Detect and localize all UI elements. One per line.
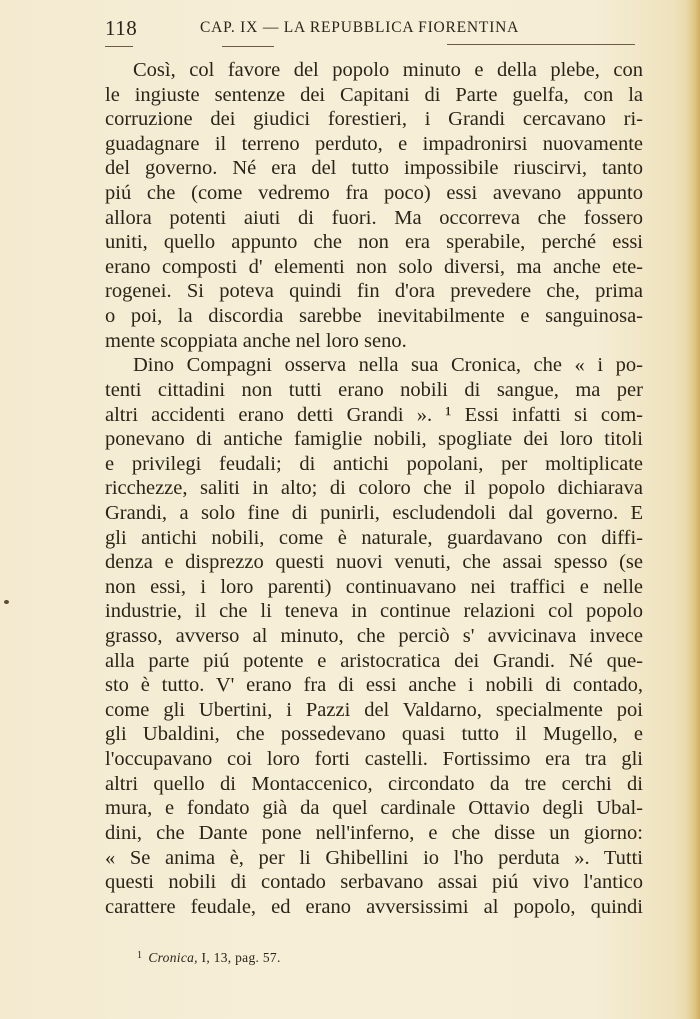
text-line: Dino Compagni osserva nella sua Cronica, che « i po- (133, 354, 643, 377)
text-line: mura, e fondato già da quel cardinale Ottavio degli Ubal- (105, 797, 643, 820)
header-rule-right (447, 44, 635, 45)
text-line: denza e disprezzo questi nuovi venuti, che assai spesso (se (105, 551, 643, 574)
text-line: Grandi, a solo fine di punirli, escludendoli dal governo. E (105, 501, 643, 524)
text-line: allora potenti aiuti di fuori. Ma occorreva che fossero (105, 206, 643, 229)
text-line: tenti cittadini non tutti erano nobili di sangue, ma per (105, 378, 643, 401)
text-line: rogenei. Si poteva quindi fin d'ora prevedere che, prima (105, 280, 643, 303)
text-line: questi nobili di contado serbavano assai piú vivo l'antico (105, 871, 643, 894)
running-head: CAP. IX — LA REPUBBLICA FIORENTINA (200, 19, 520, 36)
text-line: sto è tutto. V' erano fra di essi anche i nobili di contado, (105, 674, 643, 697)
body-text (105, 58, 643, 919)
text-line: guadagnare il terreno perduto, e impadronirsi nuovamente (105, 132, 643, 155)
text-line: ponevano di antiche famiglie nobili, spogliate dei loro titoli (105, 428, 643, 451)
text-line: « Se anima è, per li Ghibellini io l'ho perduta ». Tutti (105, 846, 643, 869)
text-line: Così, col favore del popolo minuto e della plebe, con (133, 59, 643, 81)
footnote-source: Cronica, (148, 950, 198, 965)
text-line: carattere feudale, ed erano avversissimi al popolo, quindi (105, 895, 643, 918)
text-line: piú che (come vedremo fra poco) essi avevano appunto (105, 182, 643, 205)
text-line: dini, che Dante pone nell'inferno, e che disse un giorno: (105, 821, 643, 844)
text-line: ricchezze, saliti in alto; di coloro che il popolo dichiarava (105, 477, 643, 500)
header-rule-center (222, 46, 274, 47)
text-line: mente scoppiata anche nel loro seno. (105, 329, 407, 352)
text-line: e privilegi feudali; di antichi popolani, per moltiplicate (105, 452, 643, 475)
text-line: corruzione dei giudici forestieri, i Grandi cercavano ri- (105, 108, 643, 131)
page-edge-shadow (686, 0, 700, 1019)
footnote-marker: 1 (137, 950, 143, 961)
text-line: industrie, il che li teneva in continue relazioni col popolo (105, 600, 643, 623)
text-line: gli Ubaldini, che possedevano quasi tutto il Mugello, e (105, 723, 643, 746)
ink-speck (4, 600, 9, 604)
text-line: come gli Ubertini, i Pazzi del Valdarno, specialmente poi (105, 698, 643, 721)
text-line: gli antichi nobili, come è naturale, guardavano con diffi- (105, 526, 643, 549)
header-rule-left (105, 46, 133, 47)
text-line: altri quello di Montaccenico, circondato da tre cerchi di (105, 772, 643, 795)
footnote (137, 950, 281, 966)
text-line: del governo. Né era del tutto impossibile riuscirvi, tanto (105, 157, 643, 180)
text-line: uniti, quello appunto che non era sperabile, perché essi (105, 231, 643, 254)
footnote-reference: I, 13, pag. 57. (201, 950, 281, 965)
text-line: le ingiuste sentenze dei Capitani di Parte guelfa, con la (105, 83, 643, 106)
text-line: o poi, la discordia sarebbe inevitabilmente e sanguinosa- (105, 305, 643, 328)
text-line: erano composti d' elementi non solo diversi, ma anche ete- (105, 255, 643, 278)
text-line: alla parte piú potente e aristocratica dei Grandi. Né que- (105, 649, 643, 672)
page-header (105, 16, 643, 42)
text-line: non essi, i loro parenti) continuavano nei traffici e nelle (105, 575, 643, 598)
text-line: l'occupavano coi loro forti castelli. Fortissimo era tra gli (105, 748, 643, 771)
text-line: grasso, avverso al minuto, che perciò s' avvicinava invece (105, 625, 643, 648)
page-number: 118 (105, 16, 138, 40)
text-line: altri accidenti erano detti Grandi ». ¹ Essi infatti si com- (105, 403, 643, 426)
